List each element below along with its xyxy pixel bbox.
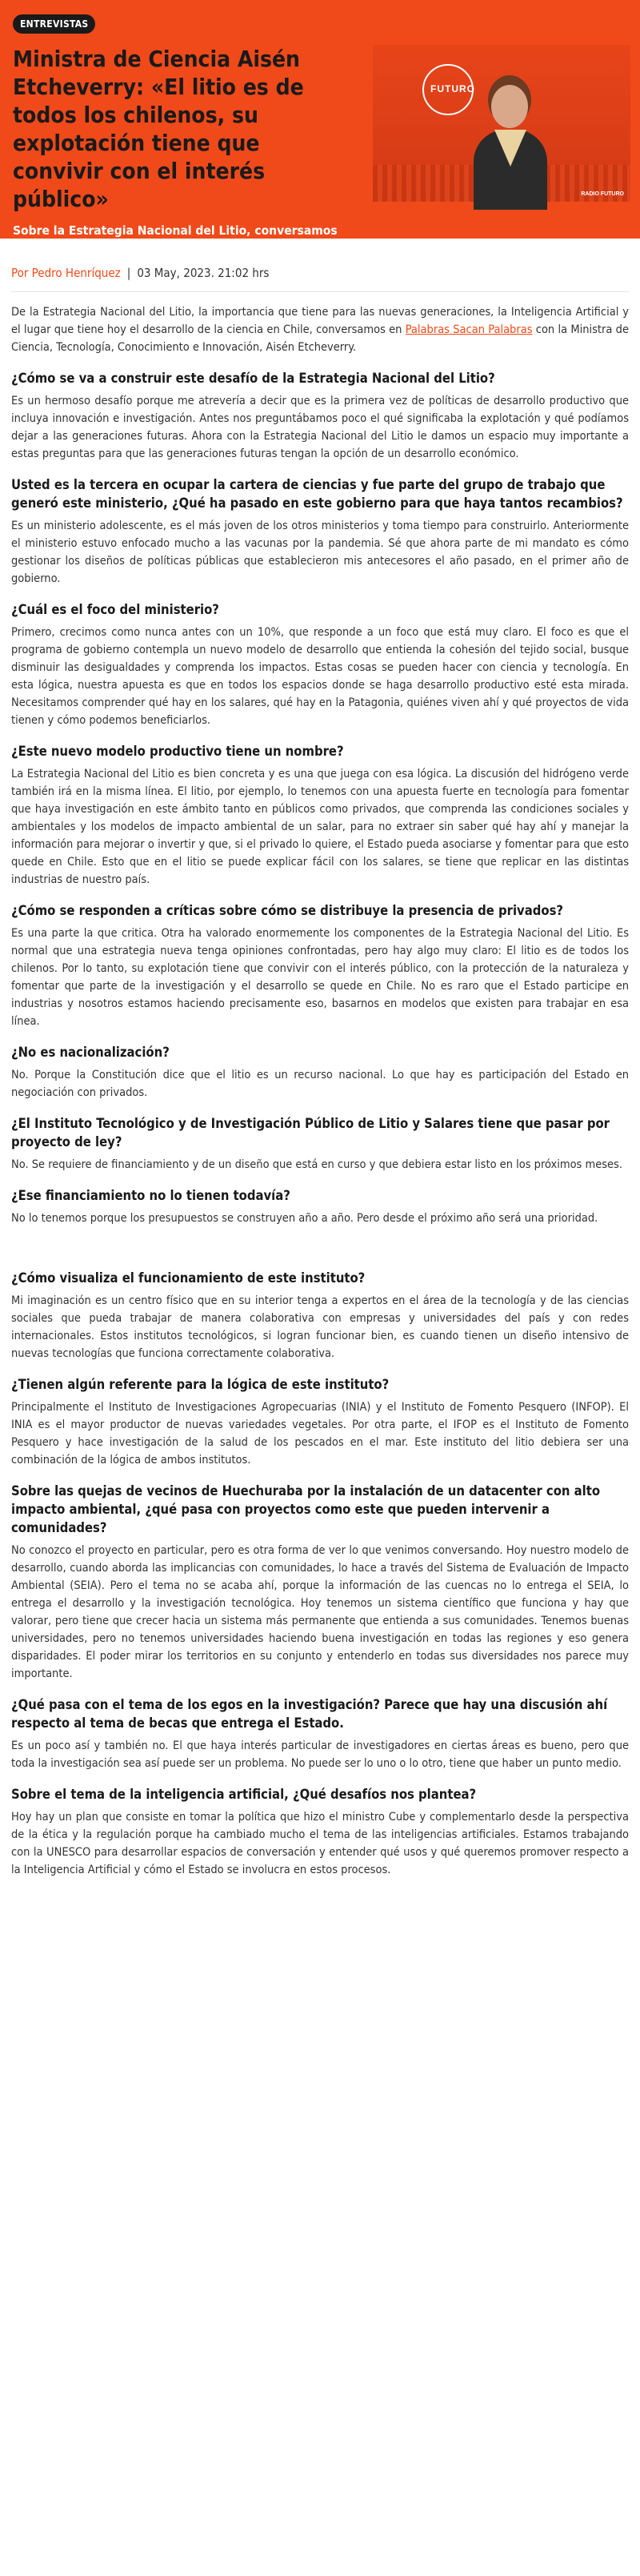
article-body — [0, 266, 640, 1898]
author-link[interactable]: Por Pedro Henríquez — [11, 266, 121, 280]
futuro-logo-text: FUTURO — [430, 83, 475, 94]
question-6: ¿No es nacionalización? — [11, 1045, 170, 1060]
question-3: ¿Cuál es el foco del ministerio? — [11, 602, 219, 617]
palabras-sacan-palabras-link[interactable]: Palabras Sacan Palabras — [405, 323, 533, 336]
answer-9: Mi imaginación es un centro físico que en su interior tenga a expertos en el área de la tecnología y de las ciencias sociales que pueda trabajar de manera colaborativa con empresas y universidades del país y con redes internacionales. Estos institutos tecnológicos, si logran funcionar bien, es cuando tienen un diseño intensivo de nuevas tecnologías que funciona correctamente colaborativa. — [11, 1294, 629, 1360]
question-11: Sobre las quejas de vecinos de Huechuraba por la instalación de un datacenter con alto impacto ambiental, ¿qué pasa con proyectos como este que pueden intervenir a comunidades? — [11, 1483, 601, 1535]
article-hero — [0, 0, 640, 270]
page-end-spacer — [11, 1879, 629, 1898]
answer-10: Principalmente el Instituto de Investigaciones Agropecuarias (INIA) y el Instituto de Fomento Pesquero (INFOP). El INIA es el mayor productor de nuevas variedades vegetales. Por otra parte, el IFOP es el Instituto de Fomento Pesquero y hace investigación de la salud de los pescados en el mar. Este instituto del litio debiera ser una combinación de la lógica de ambos institutos. — [11, 1401, 629, 1467]
question-4: ¿Este nuevo modelo productivo tiene un nombre? — [11, 744, 344, 759]
person-head — [491, 85, 528, 128]
intro-paragraph — [11, 303, 629, 356]
question-9: ¿Cómo visualiza el funcionamiento de este instituto? — [11, 1270, 366, 1286]
article-title: Ministra de Ciencia Aisén Etcheverry: «El litio es de todos los chilenos, su explotación tiene que convivir con el interés público» — [13, 46, 304, 212]
question-10: ¿Tienen algún referente para la lógica de este instituto? — [11, 1377, 390, 1392]
question-8: ¿Ese financiamiento no lo tienen todavía? — [11, 1188, 290, 1203]
answer-8: No lo tenemos porque los presupuestos se construyen año a año. Pero desde el próximo año será una prioridad. — [11, 1212, 598, 1225]
answer-1: Es un hermoso desafío porque me atrevería a decir que es la primera vez de políticas de desarrollo productivo que incluya innovación e investigación. Antes nos preguntábamos poco el qué significaba la explotación y qué podíamos dejar a las generaciones futuras. Ahora con la Estrategia Nacional del Litio le damos un espacio muy importante a estas preguntas para que las generaciones futuras tengan la opción de un desarrollo económico. — [11, 395, 629, 460]
answer-13: Hoy hay un plan que consiste en tomar la política que hizo el ministro Cube y complementarlo desde la perspectiva de la ética y la regulación porque ha cambiado mucho el tema de las inteligencias artificiales. Estamos trabajando con la UNESCO para desarrollar espacios de conversación y entender qué usos y qué queremos promover respecto a la Inteligencia Artificial y cómo el Estado se involucra en estos procesos. — [11, 1811, 629, 1876]
answer-4: La Estrategia Nacional del Litio es bien concreta y es una que juega con esa lógica. La discusión del hidrógeno verde también irá en la misma línea. El litio, por ejemplo, lo tenemos con una apuesta fuerte en tecnología para fomentar que haya investigación en este ámbito tanto en públicos como privados, que comprenda las condiciones sociales y ambientales y los modelos de impacto ambiental de un salar, para no extraer sin saber qué hay ahí y manejar la información para mejorar o invertir y que, si el privado lo quiere, el Estado pueda asociarse y fomentar para que esto quede en Chile. Esto que en el litio se puede explicar fácil con los salares, se tiene que replicar en las distintas industrias de nuestro país. — [11, 768, 629, 886]
photo-watermark: RADIO FUTURO — [581, 191, 624, 197]
question-2: Usted es la tercera en ocupar la cartera de ciencias y fue parte del grupo de trabajo que generó este ministerio, ¿Qué ha pasado en este gobierno para que haya tantos recambios? — [11, 477, 623, 511]
byline-divider — [11, 291, 629, 292]
article-subtitle: Sobre la Estrategia Nacional del Litio, conversamos esta tarde con la Ministra Aisén Etcheverry, en un nuevo #FuturoPSP. — [13, 223, 338, 270]
question-7: ¿El Instituto Tecnológico y de Investigación Público de Litio y Salares tiene que pasar por proyecto de ley? — [11, 1116, 610, 1150]
question-1: ¿Cómo se va a construir este desafío de la Estrategia Nacional del Litio? — [11, 371, 495, 386]
intro-text-after: con la Ministra de Ciencia, Tecnología, Conocimiento e Innovación, Aisén Etcheverry. — [11, 323, 629, 354]
answer-12: Es un poco así y también no. El que haya interés particular de investigadores en ciertas áreas es bueno, pero que toda la investigación sea así puede ser un problema. No puede ser lo uno o lo otro, tiene que haber un punto medio. — [11, 1739, 629, 1770]
answer-5: Es una parte la que critica. Otra ha valorado enormemente los componentes de la Estrategia Nacional del Litio. Es normal que una estrategia nueva tenga opiniones confrontadas, pero hay algo muy claro: El litio es de todos los chilenos. Por lo tanto, su explotación tiene que convivir con el interés público, con la protección de la naturaleza y fomentar que parte de la investigación y el desarrollo se quede en Chile. No es raro que el Estado participe en industrias y nosotros estamos haciendo precisamente eso, basarnos en modelos que existen para trabajar en esa línea. — [11, 927, 629, 1028]
question-12: ¿Qué pasa con el tema de los egos en la investigación? Parece que hay una discusión ahí respecto al tema de becas que entrega el Estado. — [11, 1697, 608, 1731]
hero-text — [13, 45, 355, 271]
hero-photo — [373, 45, 630, 202]
answer-2: Es un ministerio adolescente, es el más joven de los otros ministerios y toma tiempo para construirlo. Anteriormente el ministerio estuvo enfocado mucho a las vacunas por la pandemia. Sé que ahora parte de mi mandato es cómo gestionar los diseños de políticas públicas que establecieron mis antecesores el año pasado, en el primer año de gobierno. — [11, 520, 629, 585]
byline-separator: | — [126, 266, 131, 280]
question-13: Sobre el tema de la inteligencia artificial, ¿Qué desafíos nos plantea? — [11, 1787, 477, 1802]
answer-3: Primero, crecimos como nunca antes con un 10%, que responde a un foco que está muy claro. El foco es que el programa de gobierno contempla un nuevo modelo de desarrollo que entienda la cohesión del tejido social, busque disminuir las desigualdades y comprenda los impactos. Estas cosas se pueden hacer con ciencia y tecnología. En esta lógica, nuestra apuesta es que en todos los espacios donde se haga desarrollo productivo esté esta mirada. Necesitamos comprender qué hay en los salares, qué hay en la Patagonia, quiénes viven ahí y qué proyectos de vida tienen y cómo podemos beneficiarlos. — [11, 626, 629, 727]
publish-date: 03 May, 2023. 21:02 hrs — [137, 266, 270, 280]
answer-11: No conozco el proyecto en particular, pero es otra forma de ver lo que venimos conversando. Hoy nuestro modelo de desarrollo, cuando aborda las implicancias con comunidades, lo hace a través del Sistema de Evaluación de Impacto Ambiental (SEIA). Pero el tema no se acaba ahí, porque la información de las cuencas no lo entrega el SEIA, lo entrega el desarrollo y la investigación tecnológica. Hoy tenemos un sistema científico que funciona y hay que valorar, pero tiene que crecer hacia un sistema más permanente que entienda a sus comunidades. Tenemos buenas universidades, pero no tenemos universidades haciendo buena investigación en todas las regiones y eso genera disparidades. El poder mirar los territorios en su conjunto y entenderlo en todas sus diversidades nos parece muy importante. — [11, 1544, 629, 1680]
question-5: ¿Cómo se responden a críticas sobre cómo se distribuye la presencia de privados? — [11, 903, 564, 918]
category-badge[interactable]: ENTREVISTAS — [13, 14, 95, 34]
answer-7: No. Se requiere de financiamiento y de un diseño que está en curso y que debiera estar listo en los próximos meses. — [11, 1158, 622, 1171]
intro-text-before: De la Estrategia Nacional del Litio, la importancia que tiene para las nuevas generaciones, la Inteligencia Artificial y el lugar que tiene hoy el desarrollo de la ciencia en Chile, conversamos en — [11, 306, 629, 336]
answer-6: No. Porque la Constitución dice que el litio es un recurso nacional. Lo que hay es participación del Estado en negociación con privados. — [11, 1069, 629, 1099]
